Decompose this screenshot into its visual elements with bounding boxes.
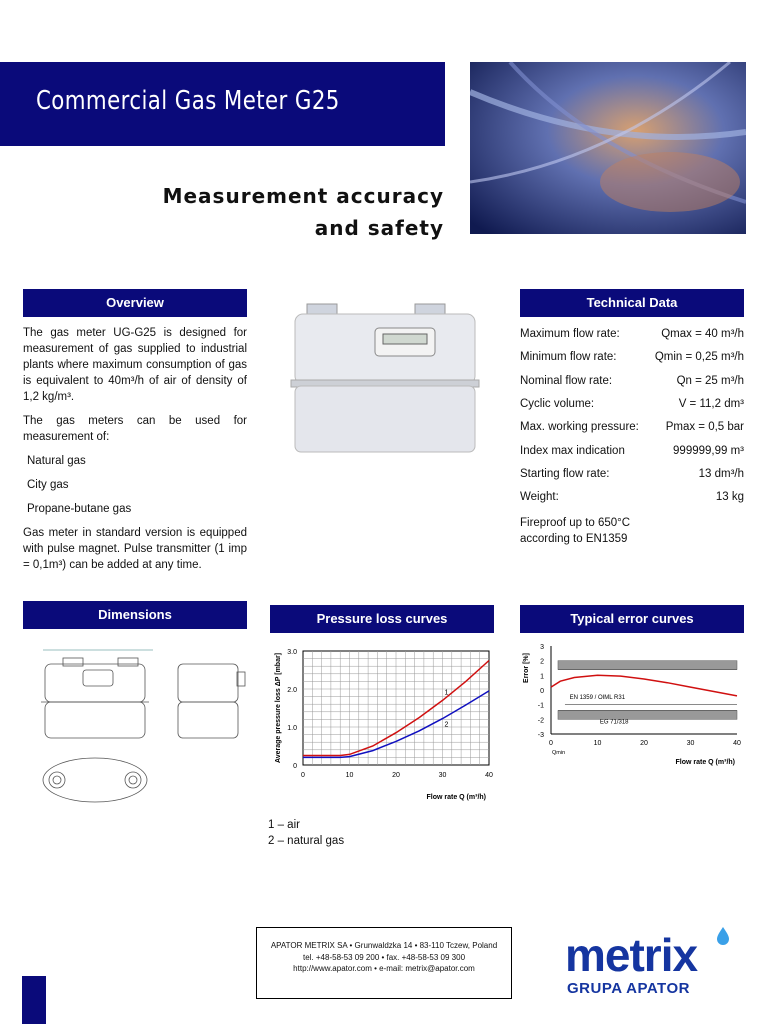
technical-heading: Technical Data	[520, 289, 744, 317]
x-tick-label: 30	[686, 740, 695, 747]
overview-para2: The gas meters can be used for measurement of:	[23, 415, 247, 443]
y-tick-label: -3	[537, 732, 544, 739]
y-axis-label: Error [%]	[523, 653, 530, 683]
pressure-legend	[268, 817, 344, 849]
series-label: 1	[444, 689, 449, 697]
y-tick-label: 0	[540, 688, 544, 695]
fireproof-note: Fireproof up to 650°C according to EN1359	[520, 517, 631, 545]
x-tick-label: 10	[593, 740, 602, 747]
x-tick-label: 40	[733, 740, 741, 747]
tolerance-band	[558, 711, 737, 720]
gas-item: Natural gas	[27, 455, 86, 467]
y-tick-label: 2.0	[287, 687, 297, 694]
overview-para3: Gas meter in standard version is equipped with pulse magnet. Pulse transmitter (1 imp = 0,1m³) can be added at any time.	[23, 527, 247, 571]
x-tick-label: 0	[549, 740, 553, 747]
pressure-loss-chart	[260, 640, 500, 810]
y-tick-label: 1.0	[287, 725, 297, 732]
band-label: EG 71/318	[599, 719, 629, 726]
tech-row: Max. working pressure: Pmax = 0,5 bar	[520, 421, 744, 433]
droplet-icon	[715, 926, 731, 946]
subtitle-line1: Measurement accuracy	[162, 184, 444, 208]
gas-item: City gas	[27, 479, 69, 491]
metrix-logo	[565, 929, 745, 1002]
footer-address: APATOR METRIX SA • Grunwaldzka 14 • 83-110 Tczew, Poland tel. +48-58-53 09 200 • fax. +48-58-53 09 300 http://www.apator.com • e-mail: metrix@apator.com	[256, 927, 512, 999]
band-label: EN 1359 / OIML R31	[569, 694, 626, 701]
x-tick-label: 20	[640, 740, 648, 747]
series-line	[551, 675, 737, 696]
x-tick-label: 0	[301, 772, 305, 779]
tech-row: Minimum flow rate: Qmin = 0,25 m³/h	[520, 351, 744, 363]
subtitle	[104, 180, 444, 244]
subtitle-line2: and safety	[314, 216, 444, 240]
tech-row: Index max indication 999999,99 m³	[520, 445, 744, 457]
y-tick-label: 2	[540, 658, 544, 666]
tech-row: Maximum flow rate: Qmax = 40 m³/h	[520, 328, 744, 340]
blue-strip	[22, 976, 46, 1024]
y-tick-label: 0	[293, 763, 297, 770]
legend-air: 1 – air	[268, 819, 300, 831]
error-heading: Typical error curves	[520, 605, 744, 633]
y-tick-label: 1	[540, 673, 544, 681]
tech-row: Cyclic volume: V = 11,2 dm³	[520, 398, 744, 410]
page-title: Commercial Gas Meter G25	[36, 86, 340, 116]
x-tick-label: 40	[485, 772, 493, 779]
gas-item: Propane-butane gas	[27, 503, 132, 515]
x-axis-label: Flow rate Q (m³/h)	[426, 794, 486, 801]
y-axis-label: Average pressure loss ΔP [mbar]	[275, 652, 282, 764]
x-tick-label: 20	[392, 772, 400, 779]
overview-heading: Overview	[23, 289, 247, 317]
overview-para1: The gas meter UG-G25 is designed for measurement of gas supplied to industrial plants where maximum consumption of gas is equivalent to 40m³/h of air of density of 1,2 kg/m³.	[23, 327, 247, 403]
legend-natural-gas: 2 – natural gas	[268, 835, 345, 847]
overview-text	[23, 325, 247, 573]
title-band	[0, 62, 445, 146]
x-sub-label: Qmin	[552, 750, 566, 756]
logo-word: metrix	[565, 929, 698, 981]
dimension-drawing	[23, 640, 253, 815]
logo-sub: GRUPA APATOR	[567, 980, 690, 997]
x-tick-label: 30	[438, 772, 447, 779]
dimensions-heading: Dimensions	[23, 601, 247, 629]
x-axis-label: Flow rate Q (m³/h)	[675, 759, 735, 766]
y-tick-label: -1	[537, 702, 544, 710]
pressure-heading: Pressure loss curves	[270, 605, 494, 633]
tech-row: Weight: 13 kg	[520, 491, 744, 503]
tech-row: Nominal flow rate: Qn = 25 m³/h	[520, 375, 744, 387]
y-tick-label: 3.0	[287, 649, 297, 656]
header-photo	[470, 62, 746, 234]
gas-meter-image	[285, 300, 485, 460]
tech-row: Starting flow rate: 13 dm³/h	[520, 468, 744, 480]
x-tick-label: 10	[345, 772, 354, 779]
y-tick-label: 3	[540, 644, 544, 651]
y-tick-label: -2	[537, 717, 544, 725]
error-chart	[515, 638, 755, 773]
series-label: 2	[444, 721, 449, 729]
tolerance-band	[558, 661, 737, 670]
